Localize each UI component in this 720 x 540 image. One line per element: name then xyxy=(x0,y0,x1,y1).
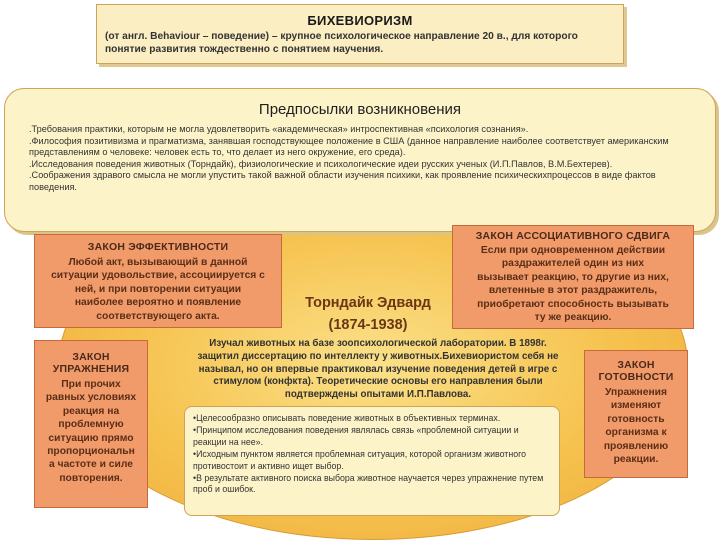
premises-panel xyxy=(4,88,716,232)
law-association-line: раздражителей один из них xyxy=(501,258,645,270)
principle-text: В результате активного поиска выбора животное научается через упражнение путем проб и ошибок. xyxy=(193,473,544,495)
premises-list xyxy=(5,118,715,194)
law-readiness-box xyxy=(584,350,688,478)
law-exercise-text xyxy=(35,378,147,485)
law-readiness-line: Упражнения xyxy=(604,387,668,398)
title-definition: (от англ. Behaviour – поведение) – крупное психологическое направление 20 в., для которого понятие развития тождественно с понятием научения. xyxy=(105,31,578,55)
law-effect-line: ситуации удовольствие, ассоциируется с xyxy=(51,270,265,282)
principle-item xyxy=(193,413,551,424)
law-association-text xyxy=(453,244,693,324)
bio-text xyxy=(168,338,588,400)
law-effect-title: ЗАКОН ЭФФЕКТИВНОСТИ xyxy=(87,241,229,253)
page-title: БИХЕВИОРИЗМ xyxy=(307,13,413,28)
law-readiness-text xyxy=(585,386,687,466)
law-association-line: Если при одновременном действии xyxy=(480,245,666,256)
premise-item: .Философия позитивизма и прагматизма, занявшая господствующее положение в США (данное направление наиболее соответствует американским представлениям о человеке: человек есть то, что делает из него окружение, его среда). xyxy=(29,135,669,158)
law-exercise-line: ситуацию прямо xyxy=(48,432,134,444)
bullet-icon: • xyxy=(193,425,197,436)
bio-line: называл, но он впервые практиковал изучение поведения детей в игре с xyxy=(198,363,558,375)
bio-line: Изучал животных на базе зоопсихологической лаборатории. В 1898г. xyxy=(209,338,547,349)
law-exercise-box xyxy=(34,340,148,508)
law-exercise-line: проблемную xyxy=(58,419,124,431)
law-effect-line: ней, и при повторении ситуации xyxy=(74,283,242,295)
law-exercise-line: При прочих xyxy=(61,379,121,390)
law-exercise-line: повторения. xyxy=(59,472,123,484)
premise-item: .Соображения здравого смысла не могли упустить такой важной области изучения психики, как проявление психическихпроцессов в виде фактов поведения. xyxy=(29,170,656,192)
law-exercise-line: реакция на xyxy=(62,405,120,417)
premises-heading: Предпосылки возникновения xyxy=(258,101,462,118)
law-exercise-title-1: ЗАКОН xyxy=(72,351,110,363)
law-effect-text xyxy=(35,256,281,323)
title-banner xyxy=(96,4,624,64)
law-readiness-line: проявлению xyxy=(603,440,669,452)
principle-item xyxy=(193,473,551,496)
principle-item xyxy=(193,425,551,448)
law-effect-line: соответствующего акта. xyxy=(96,310,220,322)
person-years: (1874-1938) xyxy=(328,317,408,333)
law-readiness-line: изменяют xyxy=(610,400,662,412)
person-name: Торндайк Эдвард xyxy=(305,295,431,311)
person-name-block xyxy=(288,292,448,340)
bullet-icon: • xyxy=(193,413,197,423)
premise-item: .Исследования поведения животных (Торндайк), физиологические и психологические идеи русских ученых (И.П.Павлов, В.М.Бехтерев). xyxy=(29,158,613,169)
law-association-line: приобретают способность вызывать xyxy=(477,298,669,310)
law-effect-line: наиболее вероятно и появление xyxy=(74,297,242,309)
law-readiness-title-1: ЗАКОН xyxy=(617,359,655,371)
principle-item xyxy=(193,449,551,472)
law-readiness-line: реакции. xyxy=(613,454,659,466)
bullet-icon: • xyxy=(193,473,197,484)
law-effect-box xyxy=(34,234,282,328)
law-association-line: вызывает реакцию, то другие из них, xyxy=(477,271,669,283)
bio-line: подтверждены опытами И.П.Павлова. xyxy=(284,389,472,401)
law-exercise-line: а частоте и силе xyxy=(49,459,133,471)
law-effect-line: Любой акт, вызывающий в данной xyxy=(68,257,248,268)
bio-line: защитил диссертацию по интеллекту у животных.Бихевиористом себя не xyxy=(197,350,559,362)
law-readiness-line: организма к xyxy=(605,427,667,439)
bullet-icon: • xyxy=(193,449,197,460)
bio-line: стимулом (конфкта). Теоретические основы его направления были xyxy=(213,376,543,388)
law-association-box xyxy=(452,225,694,329)
law-association-title: ЗАКОН АССОЦИАТИВНОГО СДВИГА xyxy=(475,230,671,242)
law-readiness-title-2: ГОТОВНОСТИ xyxy=(598,371,674,383)
principles-box xyxy=(184,406,560,516)
law-exercise-line: равных условиях xyxy=(45,392,137,404)
law-association-line: влетенные в этот раздражитель, xyxy=(488,285,658,297)
law-exercise-title-2: УПРАЖНЕНИЯ xyxy=(52,363,130,375)
premise-item: .Требования практики, которым не могла удовлетворить «академическая» интроспективная «психология сознания». xyxy=(29,124,529,134)
principle-text: Целесообразно описывать поведение животных в объективных терминах. xyxy=(196,413,501,423)
law-association-line: ту же реакцию. xyxy=(534,312,612,324)
law-readiness-line: готовность xyxy=(607,413,665,425)
law-exercise-line: пропорциональн xyxy=(47,446,135,458)
principle-text: Исходным пунктом является проблемная ситуация, которой организм животного противостоит и активно ищет выбор. xyxy=(193,449,526,471)
principle-text: Принципом исследования поведения являлась связь «проблемной ситуации и реакции на нее». xyxy=(193,425,519,447)
